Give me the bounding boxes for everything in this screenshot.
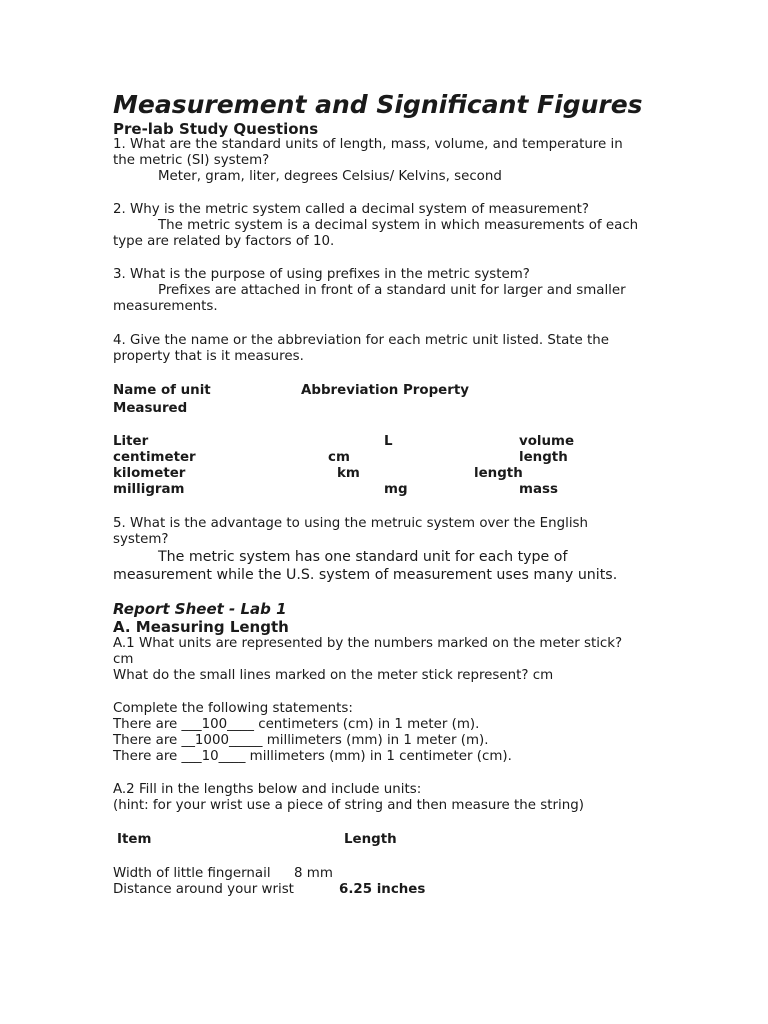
q5-answer-line1: The metric system has one standard unit for each type of bbox=[158, 549, 568, 565]
unit-row-abbr: mg bbox=[384, 482, 408, 497]
unit-row-property: volume bbox=[519, 434, 575, 449]
unit-row-property: length bbox=[474, 466, 523, 481]
item-length: 6.25 inches bbox=[339, 882, 426, 897]
q5-question-line2: system? bbox=[113, 532, 169, 547]
unit-row-abbr: cm bbox=[328, 450, 350, 465]
section-a-heading: A. Measuring Length bbox=[113, 618, 289, 636]
q5-question-line1: 5. What is the advantage to using the metruic system over the English bbox=[113, 516, 589, 531]
q2-answer-line2: type are related by factors of 10. bbox=[113, 234, 335, 249]
unit-table-header-measured: Measured bbox=[113, 401, 188, 416]
unit-row-name: Liter bbox=[113, 434, 149, 449]
prelab-heading: Pre-lab Study Questions bbox=[113, 120, 319, 138]
item-name: Width of little fingernail bbox=[113, 866, 271, 881]
length-column-header: Length bbox=[344, 832, 397, 847]
q3-question: 3. What is the purpose of using prefixes in the metric system? bbox=[113, 267, 530, 282]
unit-table-header-name: Name of unit bbox=[113, 383, 211, 398]
unit-row-name: centimeter bbox=[113, 450, 196, 465]
a2-instruction: A.2 Fill in the lengths below and include units: bbox=[113, 782, 422, 797]
statement: There are ___10____ millimeters (mm) in 1 centimeter (cm). bbox=[113, 749, 512, 764]
item-name: Distance around your wrist bbox=[113, 882, 294, 897]
unit-row-property: length bbox=[519, 450, 568, 465]
q3-answer-line1: Prefixes are attached in front of a standard unit for larger and smaller bbox=[158, 283, 626, 298]
q1-question-line2: the metric (SI) system? bbox=[113, 153, 270, 168]
unit-row-name: milligram bbox=[113, 482, 185, 497]
a2-hint: (hint: for your wrist use a piece of string and then measure the string) bbox=[113, 798, 584, 813]
q5-answer-line2: measurement while the U.S. system of measurement uses many units. bbox=[113, 567, 618, 583]
unit-row-name: kilometer bbox=[113, 466, 186, 481]
a1-answer: cm bbox=[113, 652, 134, 667]
statement: There are ___100____ centimeters (cm) in 1 meter (m). bbox=[113, 717, 480, 732]
report-heading: Report Sheet - Lab 1 bbox=[113, 600, 287, 618]
a1-small-lines-question: What do the small lines marked on the meter stick represent? cm bbox=[113, 668, 554, 683]
unit-row-abbr: L bbox=[384, 434, 393, 449]
q4-question-line2: property that is it measures. bbox=[113, 349, 304, 364]
item-length: 8 mm bbox=[294, 866, 333, 881]
q4-question-line1: 4. Give the name or the abbreviation for each metric unit listed. State the bbox=[113, 333, 610, 348]
item-column-header: Item bbox=[117, 832, 152, 847]
q1-question-line1: 1. What are the standard units of length, mass, volume, and temperature in bbox=[113, 137, 623, 152]
complete-statements-intro: Complete the following statements: bbox=[113, 701, 353, 716]
q2-answer-line1: The metric system is a decimal system in which measurements of each bbox=[158, 218, 639, 233]
page-title: Measurement and Significant Figures bbox=[113, 90, 643, 119]
q1-answer: Meter, gram, liter, degrees Celsius/ Kelvins, second bbox=[158, 169, 502, 184]
a1-question: A.1 What units are represented by the numbers marked on the meter stick? bbox=[113, 636, 623, 651]
q3-answer-line2: measurements. bbox=[113, 299, 218, 314]
unit-row-abbr: km bbox=[337, 466, 360, 481]
unit-row-property: mass bbox=[519, 482, 558, 497]
statement: There are __1000_____ millimeters (mm) in 1 meter (m). bbox=[113, 733, 489, 748]
unit-table-header-abbr-property: Abbreviation Property bbox=[301, 383, 469, 398]
q2-question: 2. Why is the metric system called a decimal system of measurement? bbox=[113, 202, 590, 217]
